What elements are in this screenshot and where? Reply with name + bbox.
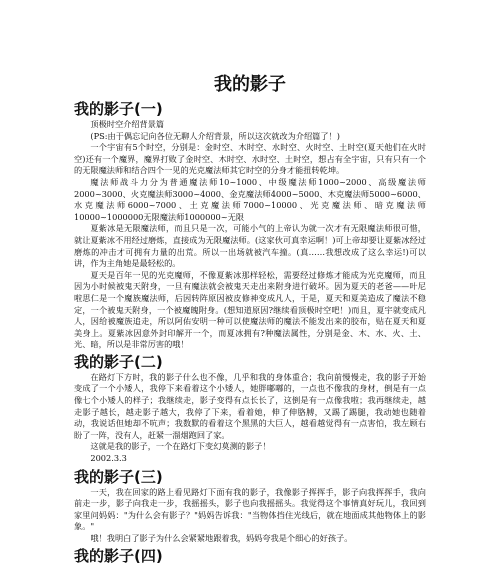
- section-heading: 我的影子(四): [74, 546, 163, 565]
- paragraph: 一天，我在回家的路上看见路灯下面有我的影子，我像影子挥挥手，影子向我挥挥手，我向前走一步，影子向我走一步，我摇摇头，影子也向我摇摇头。我觉得这个事情真好玩儿，我回到家里问妈妈："为什么会有影子？"妈妈告诉我："当物体挡住光线后，就在地面成其他物体上的影象。": [74, 486, 426, 532]
- section-heading: 我的影子(三): [74, 467, 163, 486]
- section-heading: 我的影子(二): [74, 352, 163, 371]
- document-body: [0, 100, 500, 566]
- section-two: [74, 353, 426, 465]
- date-line: 2002.3.3: [90, 453, 127, 464]
- document-title: 我的影子: [214, 74, 286, 95]
- paragraph: 夏天是百年一见的光克魔师，不像夏紫冰那样轻松，需要经过修炼才能成为光克魔师，而且因为小时候被鬼天附身，一旦有魔法就会被鬼天走出来附身进行破坏。因为夏天的老爸——叶尼啦思仁是一个魔族魔法师，后因转阵原因被皮修神变成凡人，于是，夏天和夏美造成了魔法不稳定，一个被鬼天附身，一个被魔魄附身。(想知道原因?继续看顶极时空吧！)而且，夏宇就变成凡人，因给被魔族追走，所以阿佑安明一种可以使魔法师的魔法不能发出来的胶布，贴在夏天和夏美身上。夏紫冰因意外封印解开一个，而夏冰拥有?种魔法属性，分别是金、木、水、火、土、光、暗，所以是非常厉害的哦！: [74, 269, 426, 350]
- paragraph: (PS:由于偶忘记向各位无聊人介绍背景，所以这次就改为介绍篇了！): [90, 130, 340, 141]
- section-one: [74, 100, 426, 351]
- paragraph: 在路灯下方时，我的影子什么也不像，几乎和我的身体重合；我向前慢慢走，我的影子开始变成了一个小矮人，我停下来看着这个小矮人，她胖嘟嘟的，一点也不像我的身材，倒是有一点像七个小矮人的样子；我继续走，影子变得有点长长了，这倒是有一点像我啦；我再继续走，越走影子越长，越走影子越大，我停了下来，看着她，伸了伸胳膊，又踢了踢腿，我动她也随着动，我说话但她却不吭声；我数默的看着这个黑黑的大巨人，越看越觉得有一点害怕，我左顾右盼了一阵，没有人，赶紧一溜烟跑回了家。: [74, 371, 426, 440]
- paragraph: 哦！我明白了影子为什么会紧紧地跟着我，妈妈夸我是个细心的好孩子。: [90, 533, 353, 543]
- paragraph: 这就是我的影子，一个在路灯下变幻莫测的影子！: [90, 441, 271, 452]
- paragraph: 一个宇宙有5个时空，分别是：金时空、木时空、水时空、火时空、土时空(夏天他们在火时空)还有一个魔界，魔界打败了金时空、木时空、水时空、土时空，想占有全宇宙，只有只有一个的无限魔法师和结合四个一见的光克魔法师其它时空的分身才能扭转乾坤。: [74, 142, 426, 176]
- section-four: [74, 547, 426, 566]
- paragraph: 夏紫冰是无限魔法师，而且只是一次，可能小气的上帝认为就一次才有无限魔法师很可惜，就让夏紫冰不用经过磨炼，直接成为无限魔法师。(这家伙可真幸运啊！)可上帝却要让夏紫冰经过磨炼的冲击才可拥有力量的出荒。所以一出场就被汽车撞。(真……我想改成了这么幸运!)可以讲，作为主角她是最轻松的。: [74, 223, 426, 269]
- section-heading: 我的影子(一): [74, 100, 163, 118]
- section-three: [74, 468, 426, 545]
- paragraph: 顶极时空介绍背景篇: [90, 119, 165, 129]
- paragraph: 魔法师战斗力分为普通魔法师10~1000、中级魔法师1000~2000、高级魔法师2000~3000、火克魔法师3000~4000、金克魔法师4000~5000、木克魔法师5000~6000、水克魔法师6000~7000、土克魔法师7000~10000、光克魔法师、暗克魔法师10000~1000000无限魔法师1000000~无限: [74, 176, 426, 222]
